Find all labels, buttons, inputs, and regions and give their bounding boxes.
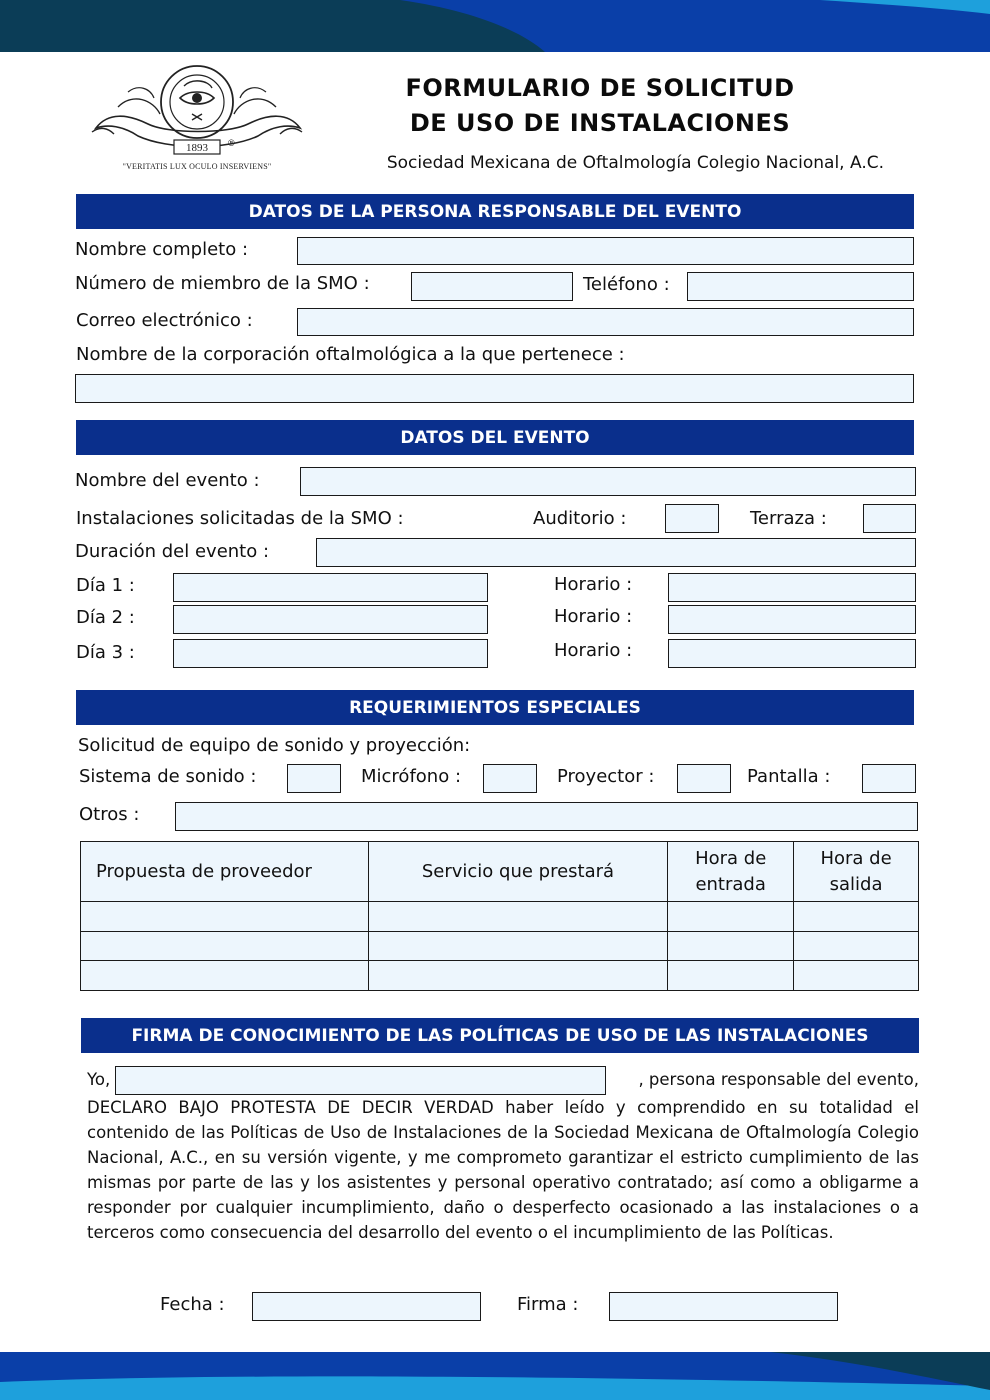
form-subtitle: Sociedad Mexicana de Oftalmología Colegio Nacional, A.C. <box>386 153 884 173</box>
declarant-name-field[interactable] <box>115 1066 606 1095</box>
sound-system-checkbox[interactable] <box>287 764 341 793</box>
signature-label: Firma : <box>517 1294 579 1315</box>
day1-label: Día 1 : <box>76 575 135 596</box>
table-cell[interactable] <box>368 931 668 961</box>
day2-schedule-label: Horario : <box>554 606 633 627</box>
header-exit-time: Hora de salida <box>794 842 919 902</box>
declaration-text: DECLARO BAJO PROTESTA DE DECIR VERDAD haber leído y comprendido en su totalidad el contenido de las Políticas de Uso de Instalaciones de la Sociedad Mexicana de Oftalmología Colegio Nacional, A.C., en su versión vigente, y me comprometo garantizar el estricto cumplimiento de las mismas por parte de las y los asistentes y personal operativo contratado; así como a obligarme a responder por cualquier incumplimiento, daño o desperfecto ocasionado a las instalaciones o a terceros como consecuencia del desarrollo del evento o el incumplimiento de las Políticas. <box>87 1098 919 1242</box>
logo-motto: "VERITATIS LUX OCULO INSERVIENS" <box>122 162 272 171</box>
declaration-yo: Yo, <box>87 1070 111 1089</box>
day2-field[interactable] <box>173 605 488 634</box>
table-cell[interactable] <box>81 961 369 991</box>
auditorium-label: Auditorio : <box>533 508 627 529</box>
member-number-field[interactable] <box>411 272 573 301</box>
header-supplier: Propuesta de proveedor <box>81 842 369 902</box>
logo-year: 1893 <box>186 142 208 154</box>
auditorium-checkbox[interactable] <box>665 504 719 533</box>
duration-field[interactable] <box>316 538 916 567</box>
terrace-checkbox[interactable] <box>863 504 916 533</box>
section-responsible-heading: DATOS DE LA PERSONA RESPONSABLE DEL EVENTO <box>76 194 914 229</box>
email-label: Correo electrónico : <box>76 310 253 331</box>
supplier-table <box>80 841 919 991</box>
sound-system-label: Sistema de sonido : <box>79 766 257 787</box>
microphone-checkbox[interactable] <box>483 764 537 793</box>
date-label: Fecha : <box>160 1294 225 1315</box>
svg-text:®: ® <box>228 138 235 148</box>
screen-checkbox[interactable] <box>862 764 916 793</box>
header-service: Servicio que prestará <box>368 842 668 902</box>
table-cell[interactable] <box>794 902 919 932</box>
others-field[interactable] <box>175 802 918 831</box>
section-signature-heading: FIRMA DE CONOCIMIENTO DE LAS POLÍTICAS DE USO DE LAS INSTALACIONES <box>81 1018 919 1053</box>
duration-label: Duración del evento : <box>75 541 270 562</box>
header-entry-time: Hora de entrada <box>668 842 794 902</box>
table-row <box>81 931 919 961</box>
table-cell[interactable] <box>81 902 369 932</box>
section-event-heading: DATOS DEL EVENTO <box>76 420 914 455</box>
day1-schedule-field[interactable] <box>668 573 916 602</box>
day3-label: Día 3 : <box>76 642 135 663</box>
projector-checkbox[interactable] <box>677 764 731 793</box>
day1-field[interactable] <box>173 573 488 602</box>
day1-schedule-label: Horario : <box>554 574 633 595</box>
day2-label: Día 2 : <box>76 607 135 628</box>
supplier-table-header <box>81 842 919 902</box>
date-field[interactable] <box>252 1292 481 1321</box>
terrace-label: Terraza : <box>750 508 827 529</box>
event-name-field[interactable] <box>300 467 916 496</box>
screen-label: Pantalla : <box>747 766 831 787</box>
table-cell[interactable] <box>668 902 794 932</box>
day3-schedule-field[interactable] <box>668 639 916 668</box>
table-cell[interactable] <box>368 961 668 991</box>
signature-field[interactable] <box>609 1292 838 1321</box>
microphone-label: Micrófono : <box>361 766 462 787</box>
day3-field[interactable] <box>173 639 488 668</box>
phone-label: Teléfono : <box>583 274 670 295</box>
member-number-label: Número de miembro de la SMO : <box>75 273 370 294</box>
smo-logo <box>88 62 306 178</box>
form-title-line1: FORMULARIO DE SOLICITUD <box>405 74 795 102</box>
table-cell[interactable] <box>368 902 668 932</box>
email-field[interactable] <box>297 308 914 336</box>
table-cell[interactable] <box>81 931 369 961</box>
top-decorative-band <box>0 0 990 52</box>
facilities-label: Instalaciones solicitadas de la SMO : <box>76 508 404 529</box>
declaration-yo-tail: , persona responsable del evento, <box>638 1070 919 1089</box>
phone-field[interactable] <box>687 272 914 301</box>
others-label: Otros : <box>79 804 140 825</box>
corporation-label: Nombre de la corporación oftalmológica a la que pertenece : <box>76 344 625 365</box>
equipment-request-label: Solicitud de equipo de sonido y proyección: <box>78 735 471 756</box>
table-row <box>81 902 919 932</box>
full-name-label: Nombre completo : <box>75 239 249 260</box>
table-cell[interactable] <box>794 931 919 961</box>
projector-label: Proyector : <box>557 766 655 787</box>
bottom-decorative-band <box>0 1352 990 1400</box>
table-cell[interactable] <box>794 961 919 991</box>
day3-schedule-label: Horario : <box>554 640 633 661</box>
day2-schedule-field[interactable] <box>668 605 916 634</box>
corporation-field[interactable] <box>75 374 914 403</box>
table-cell[interactable] <box>668 931 794 961</box>
table-cell[interactable] <box>668 961 794 991</box>
table-row <box>81 961 919 991</box>
form-title-line2: DE USO DE INSTALACIONES <box>409 109 791 137</box>
full-name-field[interactable] <box>297 237 914 265</box>
event-name-label: Nombre del evento : <box>75 470 260 491</box>
section-requirements-heading: REQUERIMIENTOS ESPECIALES <box>76 690 914 725</box>
